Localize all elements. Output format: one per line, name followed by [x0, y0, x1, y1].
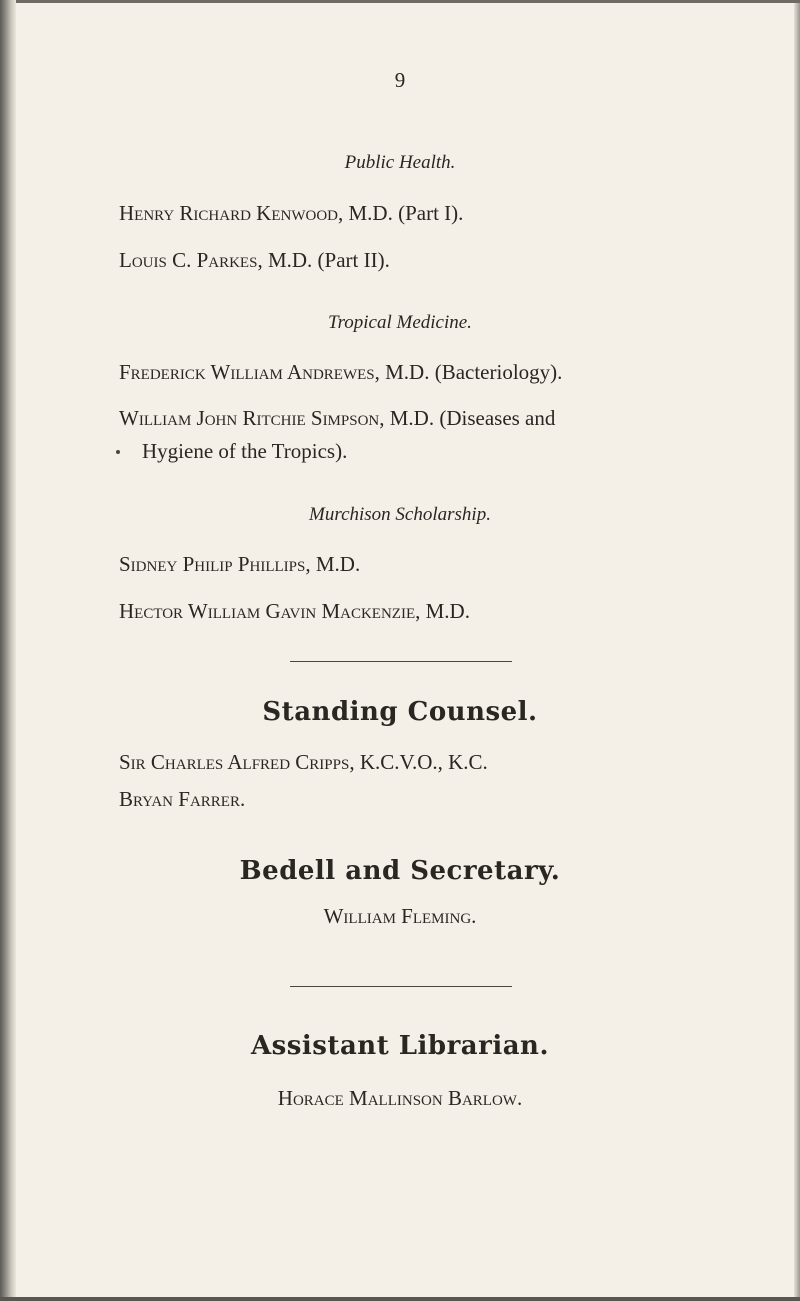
entry-name: Frederick William Andrewes: [119, 360, 375, 384]
entry-phillips: [119, 552, 360, 577]
entry-suffix: , K.C.V.O., K.C.: [349, 750, 488, 774]
entry-name: Horace Mallinson Barlow: [277, 1086, 517, 1110]
section-divider: [290, 986, 512, 987]
heading-tropical-medicine: Tropical Medicine.: [328, 312, 472, 333]
entry-name: Henry Richard Kenwood: [119, 201, 338, 225]
entry-andrewes: [119, 360, 562, 385]
section-divider: [290, 661, 512, 662]
entry-kenwood: [119, 201, 463, 226]
entry-suffix: .: [516, 1086, 523, 1110]
entry-name: Sir Charles Alfred Cripps: [119, 750, 350, 774]
entry-simpson: [119, 406, 555, 431]
entry-cripps: [119, 750, 488, 775]
heading-assistant-librarian: Assistant Librarian.: [250, 1031, 550, 1061]
entry-name: Bryan Farrer: [119, 787, 240, 811]
entry-suffix: .: [471, 904, 477, 928]
heading-public-health: Public Health.: [344, 152, 456, 173]
entry-suffix: , M.D.: [415, 599, 470, 623]
entry-farrer: [119, 787, 245, 812]
page-number: 9: [394, 68, 406, 92]
entry-name: William John Ritchie Simpson: [119, 406, 380, 430]
heading-bedell-and-secretary: Bedell and Secretary.: [239, 856, 561, 886]
entry-suffix: , M.D. (Part II).: [257, 248, 390, 272]
entry-parkes: [119, 248, 390, 273]
entry-suffix: .: [239, 787, 246, 811]
entry-fleming: [0, 904, 800, 929]
heading-standing-counsel: Standing Counsel.: [262, 697, 538, 727]
page-bottom-edge: [0, 1297, 800, 1301]
entry-mackenzie: [119, 599, 470, 624]
entry-suffix: , M.D.: [305, 552, 361, 576]
entry-name: Hector William Gavin Mackenzie: [119, 599, 416, 623]
ink-speck: [116, 450, 120, 454]
page-top-edge: [16, 0, 800, 3]
entry-name: Sidney Philip Phillips: [119, 552, 306, 576]
entry-suffix: , M.D. (Part I).: [338, 201, 464, 225]
entry-name: Louis C. Parkes: [119, 248, 258, 272]
entry-suffix: , M.D. (Diseases and: [379, 406, 556, 430]
entry-name: William Fleming: [323, 904, 472, 928]
entry-barlow: [0, 1086, 800, 1111]
entry-simpson-continuation: Hygiene of the Tropics).: [142, 439, 348, 463]
heading-murchison-scholarship: Murchison Scholarship.: [309, 504, 491, 525]
entry-suffix: , M.D. (Bacteriology).: [374, 360, 563, 384]
